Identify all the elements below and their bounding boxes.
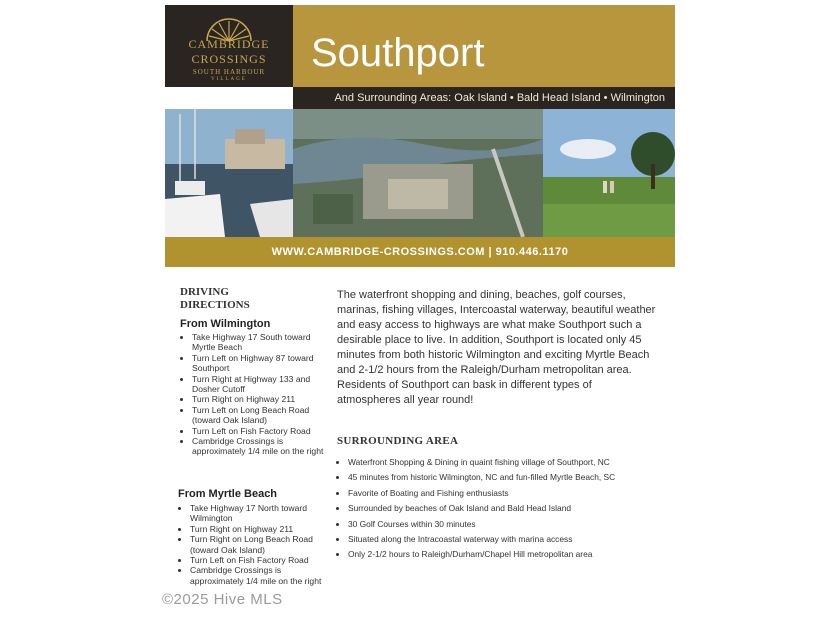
driving-directions-title: DRIVING DIRECTIONS — [180, 286, 250, 311]
from-myrtle-heading: From Myrtle Beach — [178, 488, 278, 500]
list-item: • Situated along the Intracoastal waterway with marina access — [348, 532, 683, 547]
surrounding-area-title: SURROUNDING AREA — [337, 435, 459, 447]
logo-line-1: CAMBRIDGE — [188, 37, 270, 51]
marina-photo — [165, 109, 293, 237]
list-item: • Cambridge Crossings is approximately 1/4 mile on the right — [190, 565, 325, 586]
list-item: • Surrounded by beaches of Oak Island and Bald Head Island — [348, 501, 683, 516]
list-item: • Take Highway 17 North toward Wilmington — [190, 503, 325, 524]
flyer-header — [165, 5, 675, 267]
from-wilmington-heading: From Wilmington — [180, 318, 271, 330]
list-item: • Turn Left on Fish Factory Road — [190, 555, 325, 565]
list-item: • Waterfront Shopping & Dining in quaint fishing village of Southport, NC — [348, 455, 683, 470]
list-item: • Turn Right on Long Beach Road (toward Oak Island) — [190, 534, 325, 555]
list-item: • Turn Left on Fish Factory Road — [192, 426, 327, 436]
list-item: • Turn Right on Highway 211 — [190, 524, 325, 534]
list-item: • Turn Left on Highway 87 toward Southport — [192, 353, 327, 374]
logo-line-2: CROSSINGS — [191, 52, 267, 66]
from-wilmington-steps — [180, 332, 327, 457]
list-item: • Cambridge Crossings is approximately 1/4 mile on the right — [192, 436, 327, 457]
logo — [165, 5, 293, 87]
logo-line-3: SOUTH HARBOUR — [192, 68, 266, 76]
list-item: • Turn Right on Highway 211 — [192, 394, 327, 404]
aerial-photo — [293, 109, 543, 237]
photo-strip — [165, 109, 675, 237]
list-item: • Take Highway 17 South toward Myrtle Beach — [192, 332, 327, 353]
description-paragraph: The waterfront shopping and dining, beaches, golf courses, marinas, fishing villages, Intercoastal waterway, beautiful weather and easy access to highways are what make Southport such a desirable place to live. In addition, Southport is located only 45 minutes from both historic Wilmington and exciting Myrtle Beach and 2-1/2 hours from the Raleigh/Durham metropolitan area. Residents of Southport can bask in different types of atmospheres all year round! — [337, 289, 656, 406]
from-myrtle-steps — [178, 503, 325, 586]
list-item: • 30 Golf Courses within 30 minutes — [348, 517, 683, 532]
logo-line-4: VILLAGE — [211, 77, 247, 82]
golf-photo — [543, 109, 675, 237]
list-item: • Only 2-1/2 hours to Raleigh/Durham/Chapel Hill metropolitan area — [348, 547, 683, 562]
surrounding-area-list — [337, 455, 683, 563]
title-panel — [293, 5, 675, 87]
contact-bar: WWW.CAMBRIDGE-CROSSINGS.COM | 910.446.1170 — [165, 237, 675, 267]
list-item: • Turn Left on Long Beach Road (toward Oak Island) — [192, 405, 327, 426]
page-title: Southport — [311, 31, 485, 75]
subtitle-bar: And Surrounding Areas: Oak Island • Bald Head Island • Wilmington — [293, 87, 675, 109]
list-item: • Turn Right at Highway 133 and Dosher Cutoff — [192, 374, 327, 395]
mls-watermark: ©2025 Hive MLS — [162, 591, 283, 608]
list-item: • 45 minutes from historic Wilmington, NC and fun-filled Myrtle Beach, SC — [348, 470, 683, 485]
list-item: • Favorite of Boating and Fishing enthusiasts — [348, 486, 683, 501]
